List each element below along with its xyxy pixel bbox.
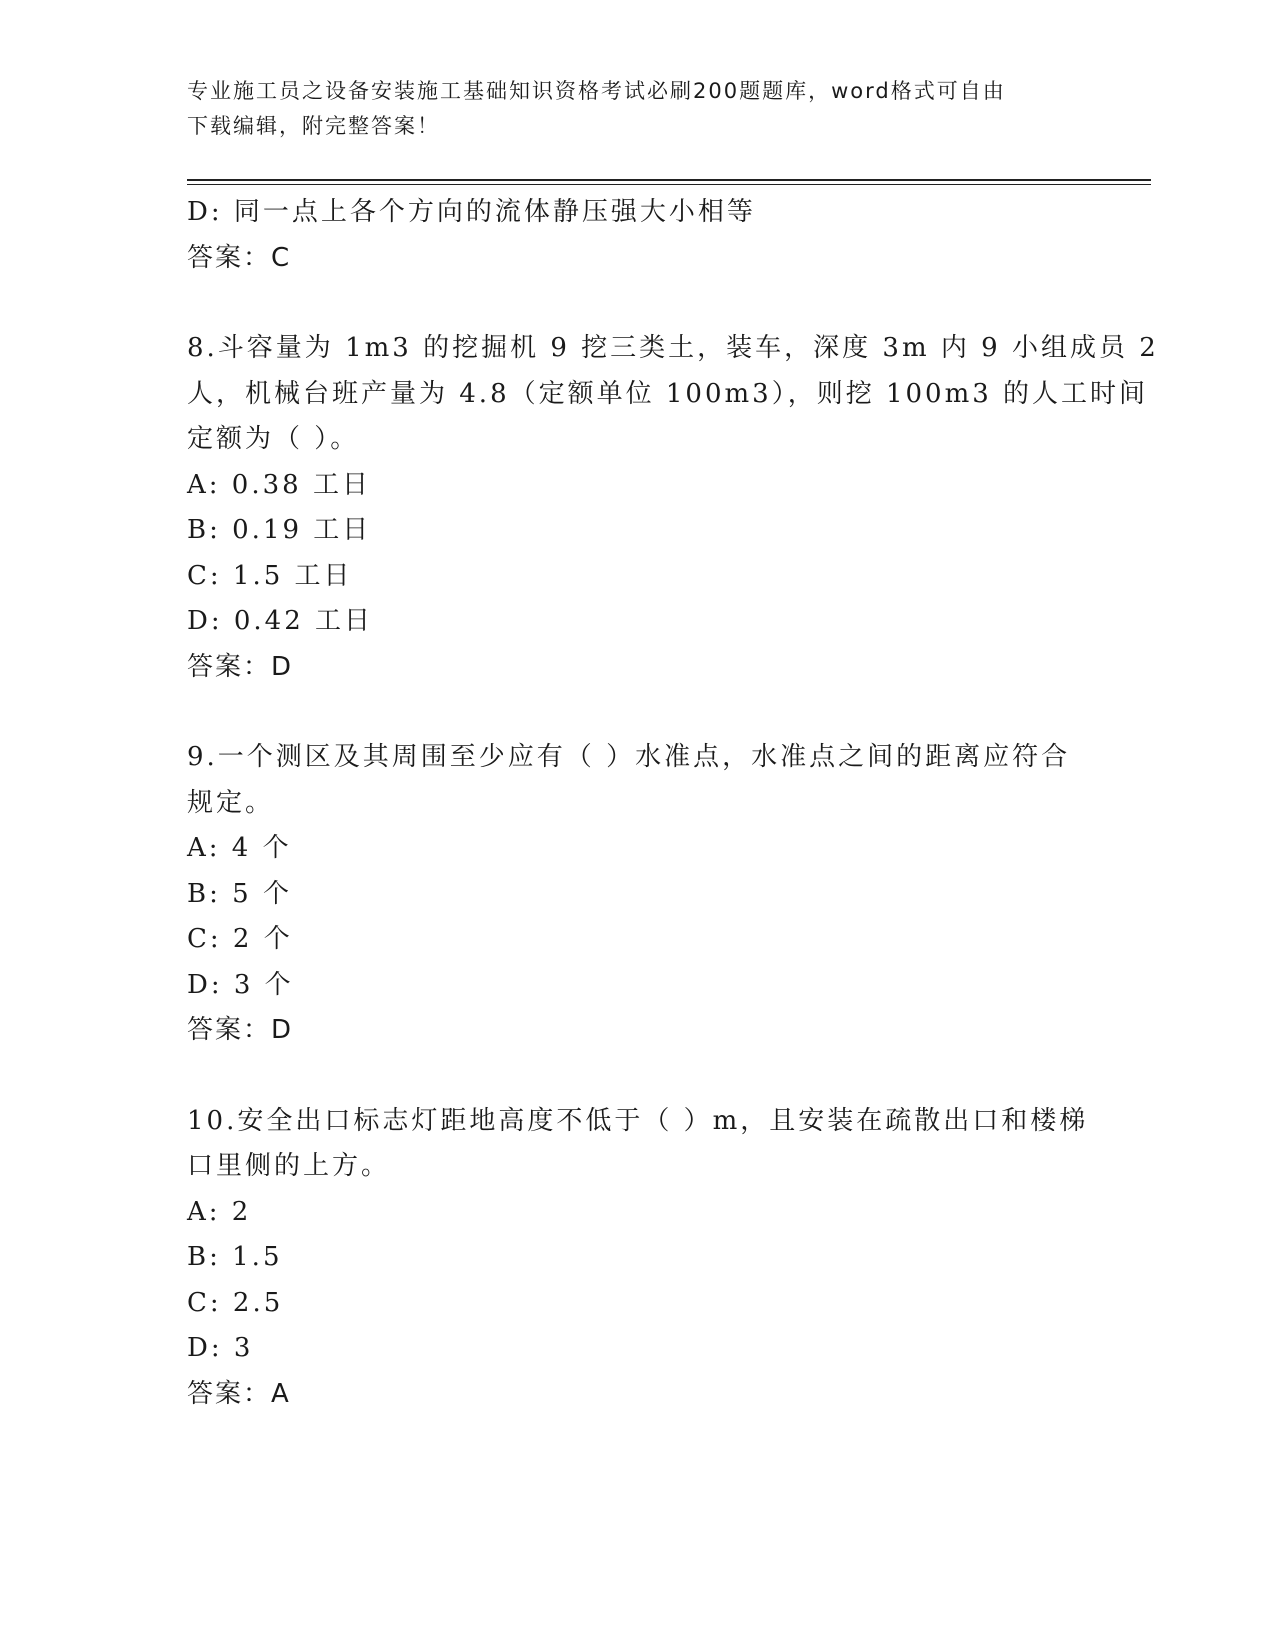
q9-stem-line-2: 规定。 — [187, 787, 275, 818]
q9-option-d: D: 3 个 — [187, 969, 294, 1000]
q8-stem-line-1: 8.斗容量为 1m3 的挖掘机 9 挖三类土，装车，深度 3m 内 9 小组成员 2 — [187, 333, 1159, 363]
q9-answer: 答案：D — [187, 1015, 294, 1045]
header-line-1: 专业施工员之设备安装施工基础知识资格考试必刷200题题库，word格式可自由 — [187, 79, 1006, 103]
q10-option-d: D: 3 — [187, 1333, 254, 1363]
spacer — [187, 281, 1087, 326]
q8-stem-line-3: 定额为（ ）。 — [187, 424, 360, 454]
q7-answer: 答案：C — [187, 242, 292, 273]
q8-stem-line-2: 人，机械台班产量为 4.8（定额单位 100m3），则挖 100m3 的人工时间 — [187, 378, 1149, 409]
q8-option-a: A: 0.38 工日 — [187, 469, 371, 500]
q8-option-d: D: 0.42 工日 — [187, 606, 374, 636]
q10-option-a: A: 2 — [187, 1196, 252, 1227]
q9-option-c: C: 2 个 — [187, 924, 293, 954]
q8-option-b: B: 0.19 工日 — [187, 515, 372, 545]
q9-option-b: B: 5 个 — [187, 878, 292, 909]
header-line-2: 下载编辑，附完整答案！ — [187, 114, 440, 138]
q10-stem-line-2: 口里侧的上方。 — [187, 1151, 391, 1181]
question-8 — [187, 326, 1159, 690]
q8-option-c: C: 1.5 工日 — [187, 560, 353, 591]
document-header — [187, 74, 1067, 144]
header-divider-thin — [187, 184, 1151, 185]
q10-stem-line-1: 10.安全出口标志灯距地高度不低于（ ）m，且安装在疏散出口和楼梯 — [187, 1105, 1089, 1136]
q9-stem-line-1: 9.一个测区及其周围至少应有（ ）水准点，水准点之间的距离应符合 — [187, 742, 1071, 772]
q8-answer: 答案：D — [187, 651, 294, 682]
q7-option-d: D: 同一点上各个方向的流体静压强大小相等 — [187, 197, 756, 227]
q10-answer: 答案：A — [187, 1378, 291, 1409]
q9-option-a: A: 4 个 — [187, 833, 292, 863]
q10-option-c: C: 2.5 — [187, 1287, 284, 1318]
header-divider-thick — [187, 179, 1151, 181]
q10-option-b: B: 1.5 — [187, 1242, 283, 1272]
question-10 — [187, 1099, 1087, 1418]
question-9 — [187, 735, 1087, 1054]
spacer — [187, 1054, 1087, 1099]
spacer — [187, 690, 1087, 735]
question-content — [187, 190, 1159, 1417]
